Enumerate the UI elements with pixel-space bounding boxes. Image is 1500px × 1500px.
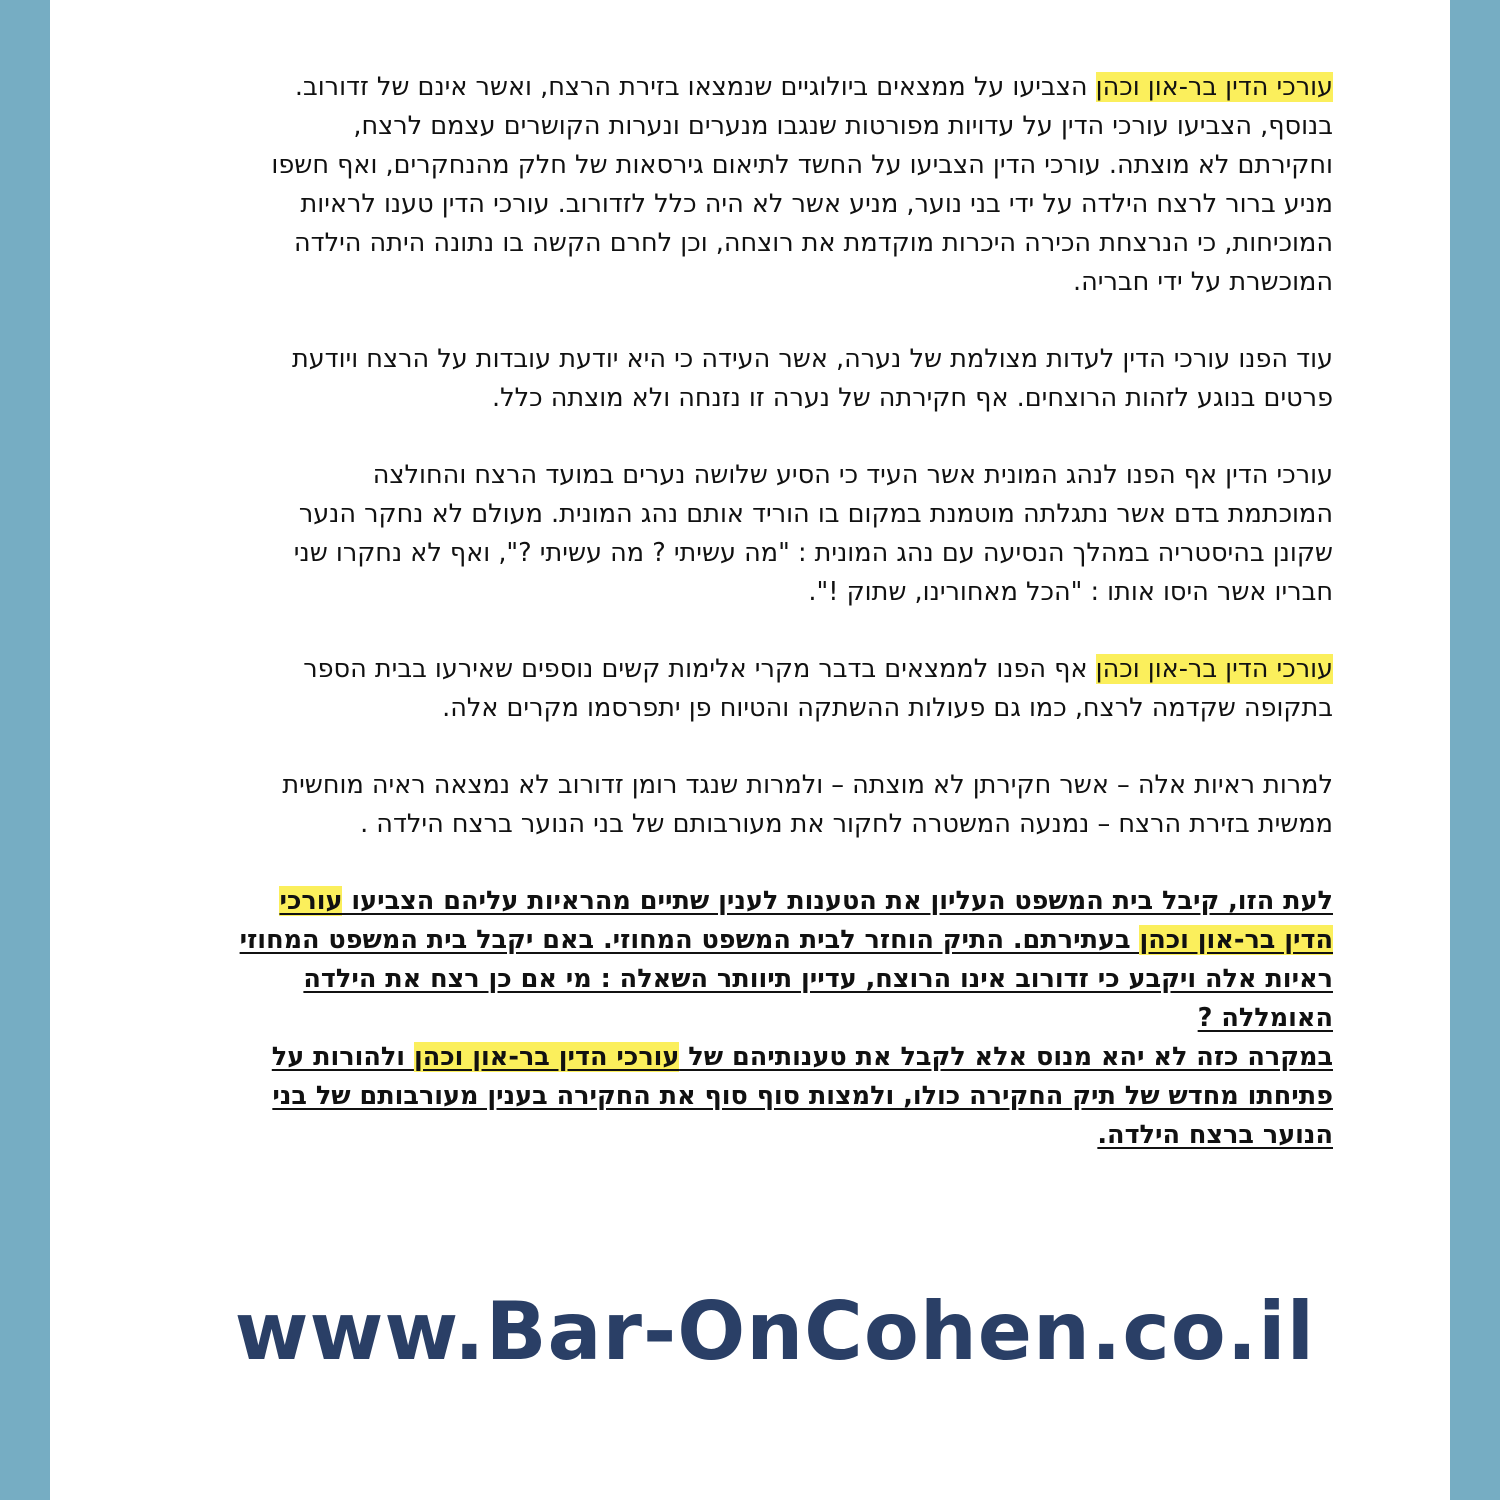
text-line: עורכי הדין אף הפנו לנהג המונית אשר העיד כי הסיע שלושה נערים במועד הרצח והחולצה xyxy=(372,460,1333,490)
text-line: עוד הפנו עורכי הדין לעדות מצולמת של נערה, אשר העידה כי היא יודעת עובדות על הרצח ויודעת xyxy=(291,344,1333,374)
text-span: ולהורות על xyxy=(271,1042,414,1072)
text-span: בעתירתם. התיק הוחזר לבית המשפט המחוזי. באם יקבל בית המשפט המחוזי xyxy=(239,925,1140,955)
text-line: ראיות אלה ויקבע כי זדורוב אינו הרוצח, עדיין תיוותר השאלה : מי אם כן רצח את הילדה xyxy=(303,964,1333,994)
highlighted-lawyers-name: הדין בר-און וכהן xyxy=(1139,925,1333,955)
website-url-logo: www.Bar-OnCohen.co.il xyxy=(234,1285,1315,1378)
highlighted-lawyers-name: עורכי הדין בר-און וכהן xyxy=(1095,654,1333,684)
text-span: לעת הזו, קיבל בית המשפט העליון את הטענות לענין שתיים מהראיות עליהם הצביעו xyxy=(342,886,1333,916)
text-line: הנוער ברצח הילדה. xyxy=(1097,1120,1333,1150)
text-line: וחקירתם לא מוצתה. עורכי הדין הצביעו על החשד לתיאום גירסאות של חלק מהנחקרים, ואף חשפו xyxy=(271,150,1333,180)
highlighted-lawyers-name: עורכי xyxy=(279,886,343,916)
text-line: המוכתמת בדם אשר נתגלתה מוטמנת במקום בו הוריד אותם נהג המונית. מעולם לא נחקר הנער xyxy=(298,499,1333,529)
text-line: למרות ראיות אלה – אשר חקירתן לא מוצתה – ולמרות שנגד רומן זדורוב לא נמצאה ראיה מוחשית xyxy=(282,770,1333,800)
text-line: בנוסף, הצביעו עורכי הדין על עדויות מפורטות שנגבו מנערים ונערות הקושרים עצמם לרצח, xyxy=(353,111,1333,141)
text-line: בתקופה שקדמה לרצח, כמו גם פעולות ההשתקה והטיוח פן יתפרסמו מקרים אלה. xyxy=(442,693,1333,723)
text-line xyxy=(73,68,1333,107)
highlighted-lawyers-name: עורכי הדין בר-און וכהן xyxy=(413,1042,680,1072)
text-span: במקרה כזה לא יהא מנוס אלא לקבל את טענותיהם של xyxy=(679,1042,1333,1072)
text-line xyxy=(73,1038,1333,1077)
paragraph-1 xyxy=(73,68,1333,302)
text-line: שקונן בהיסטריה במהלך הנסיעה עם נהג המונית : "מה עשיתי ? מה עשיתי ?", ואף לא נחקרו שני xyxy=(293,538,1333,568)
text-line xyxy=(73,650,1333,689)
text-line: ממשית בזירת הרצח – נמנעה המשטרה לחקור את מעורבותם של בני הנוער ברצח הילדה . xyxy=(360,809,1333,839)
paragraph-5 xyxy=(73,766,1333,844)
paragraph-4 xyxy=(73,650,1333,728)
text-span: הצביעו על ממצאים ביולוגיים שנמצאו בזירת הרצח, ואשר אינם של זדורוב. xyxy=(294,72,1096,102)
text-line: האומללה ? xyxy=(1197,1003,1333,1033)
document-page xyxy=(50,0,1450,1500)
paragraph-conclusion xyxy=(73,882,1333,1155)
text-line xyxy=(73,882,1333,921)
text-line: חבריו אשר היסו אותו : "הכל מאחורינו, שתוק !". xyxy=(808,577,1333,607)
text-line: המוכיחות, כי הנרצחת הכירה היכרות מוקדמת את רוצחה, וכן לחרם הקשה בו נתונה היתה הילדה xyxy=(294,228,1333,258)
text-line: פתיחתו מחדש של תיק החקירה כולו, ולמצות סוף סוף את החקירה בענין מעורבותם של בני xyxy=(272,1081,1333,1111)
text-line: מניע ברור לרצח הילדה על ידי בני נוער, מניע אשר לא היה כלל לזדורוב. עורכי הדין טענו לראיות xyxy=(300,189,1333,219)
text-span: אף הפנו לממצאים בדבר מקרי אלימות קשים נוספים שאירעו בבית הספר xyxy=(303,654,1096,684)
paragraph-2 xyxy=(73,340,1333,418)
text-line: פרטים בנוגע לזהות הרוצחים. אף חקירתה של נערה זו נזנחה ולא מוצתה כלל. xyxy=(492,383,1333,413)
text-line: המוכשרת על ידי חבריה. xyxy=(1073,267,1333,297)
document-body xyxy=(73,68,1333,1155)
paragraph-3 xyxy=(73,456,1333,612)
text-line xyxy=(73,921,1333,960)
highlighted-lawyers-name: עורכי הדין בר-און וכהן xyxy=(1095,72,1333,102)
